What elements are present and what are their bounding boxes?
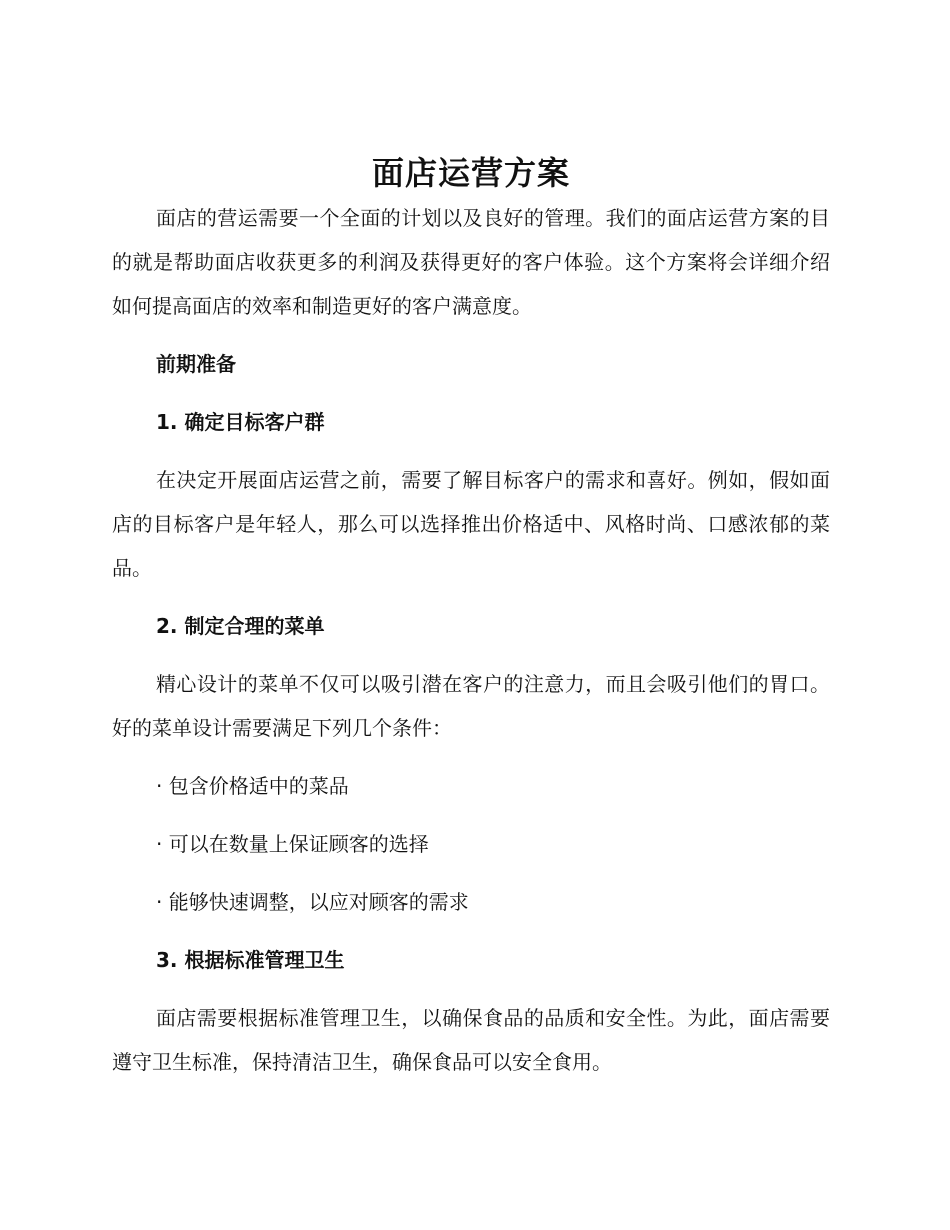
item-1-heading: 1. 确定目标客户群 <box>156 410 325 434</box>
spacer <box>112 866 830 880</box>
spacer <box>112 590 830 604</box>
document-title: 面店运营方案 <box>371 154 570 192</box>
spacer <box>112 328 830 342</box>
intro-paragraph: 面店的营运需要一个全面的计划以及良好的管理。我们的面店运营方案的目的就是帮助面店收获更多的利润及获得更好的客户体验。这个方案将会详细介绍如何提高面店的效率和制造更好的客户满意度。 <box>112 206 830 318</box>
spacer <box>112 982 830 996</box>
spacer <box>112 924 830 938</box>
bullet-item: · 包含价格适中的菜品 <box>156 774 349 798</box>
bullet-item: · 能够快速调整，以应对顾客的需求 <box>156 890 469 914</box>
item-3-heading: 3. 根据标准管理卫生 <box>156 948 345 972</box>
spacer <box>112 750 830 764</box>
document-page <box>112 150 830 1084</box>
item-3-paragraph: 面店需要根据标准管理卫生，以确保食品的品质和安全性。为此，面店需要遵守卫生标准，保持清洁卫生，确保食品可以安全食用。 <box>112 1006 830 1074</box>
item-1-paragraph: 在决定开展面店运营之前，需要了解目标客户的需求和喜好。例如，假如面店的目标客户是年轻人，那么可以选择推出价格适中、风格时尚、口感浓郁的菜品。 <box>112 468 830 580</box>
spacer <box>112 648 830 662</box>
bullet-item: · 可以在数量上保证顾客的选择 <box>156 832 429 856</box>
section-heading: 前期准备 <box>156 352 236 376</box>
item-2-heading: 2. 制定合理的菜单 <box>156 614 325 638</box>
item-2-paragraph: 精心设计的菜单不仅可以吸引潜在客户的注意力，而且会吸引他们的胃口。好的菜单设计需要满足下列几个条件： <box>112 672 830 740</box>
spacer <box>112 386 830 400</box>
spacer <box>112 808 830 822</box>
spacer <box>112 444 830 458</box>
